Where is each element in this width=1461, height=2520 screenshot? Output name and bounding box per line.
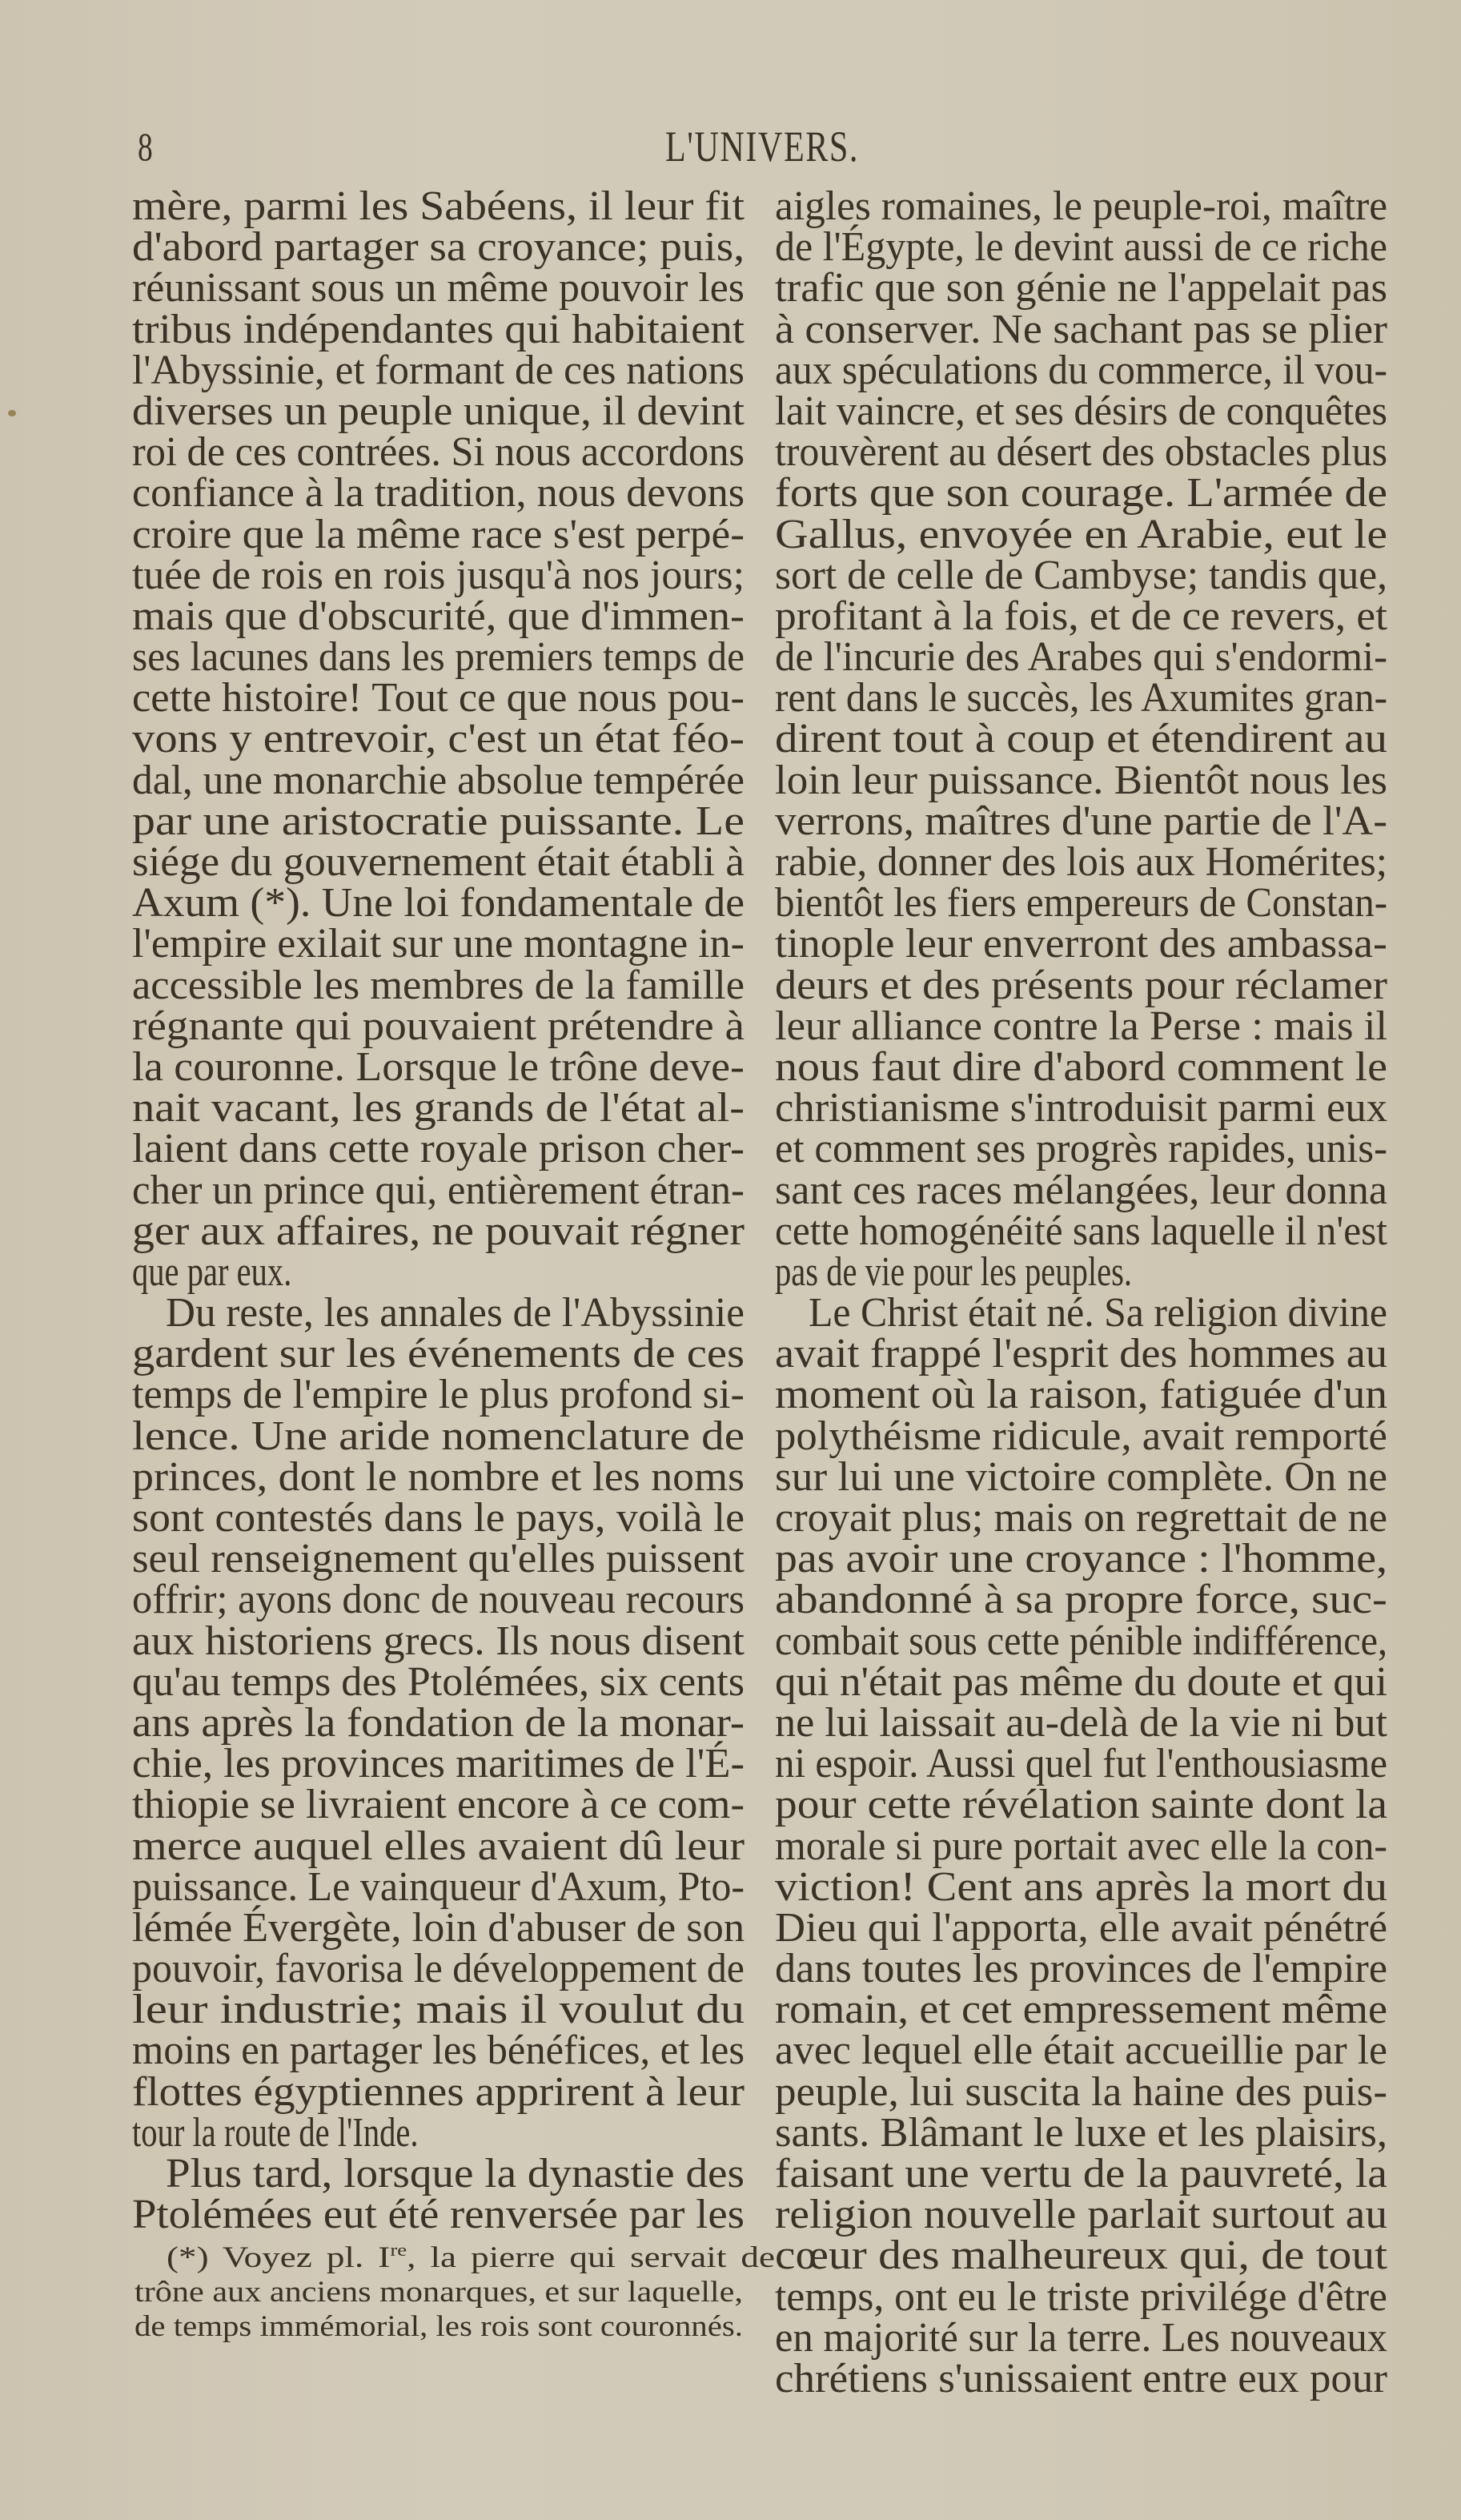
text-line: cœur des malheureux qui, de tout xyxy=(775,2233,1388,2279)
text-line: croire que la même race s'est perpé- xyxy=(132,511,745,557)
text-line: d'abord partager sa croyance; puis, xyxy=(132,224,745,271)
text-line: de l'Égypte, le devint aussi de ce riche xyxy=(775,224,1387,271)
text-line: moins en partager les bénéfices, et les xyxy=(132,2028,745,2074)
right-text-column xyxy=(775,183,1388,2401)
text-line: deurs et des présents pour réclamer xyxy=(775,962,1387,1008)
text-line: régnante qui pouvaient prétendre à xyxy=(132,1003,745,1049)
text-line: romain, et cet empressement même xyxy=(775,1987,1387,2033)
text-line: aux spéculations du commerce, il vou- xyxy=(775,347,1387,393)
text-line: lait vaincre, et ses désirs de conquêtes xyxy=(775,388,1388,434)
text-line: loin leur puissance. Bientôt nous les xyxy=(775,757,1387,803)
text-line: confiance à la tradition, nous devons xyxy=(132,470,745,516)
footnote-line: trône aux anciens monarques, et sur laquelle, xyxy=(134,2276,743,2309)
text-line: bientôt les fiers empereurs de Constan- xyxy=(775,880,1388,926)
text-line: Plus tard, lorsque la dynastie des xyxy=(165,2151,745,2196)
text-line: ans après la fondation de la monar- xyxy=(132,1699,745,1746)
text-line: Gallus, envoyée en Arabie, eut le xyxy=(775,511,1387,557)
text-line: tribus indépendantes qui habitaient xyxy=(132,306,745,352)
text-line: combait sous cette pénible indifférence, xyxy=(775,1618,1387,1664)
text-line: cher un prince qui, entièrement étran- xyxy=(132,1167,745,1213)
text-line: ne lui laissait au-delà de la vie ni but xyxy=(775,1699,1388,1746)
text-line: pas de vie pour les peuples. xyxy=(775,1248,1133,1295)
text-line: pouvoir, favorisa le développement de xyxy=(132,1946,745,1992)
text-line: aigles romaines, le peuple-roi, maître xyxy=(775,183,1388,229)
text-line: l'empire exilait sur une montagne in- xyxy=(132,921,745,967)
text-line: chie, les provinces maritimes de l'É- xyxy=(132,1741,745,1787)
text-line: temps de l'empire le plus profond si- xyxy=(132,1372,745,1418)
ink-blot xyxy=(8,410,16,416)
text-line: verrons, maîtres d'une partie de l'A- xyxy=(775,798,1388,844)
text-line: réunissant sous un même pouvoir les xyxy=(132,265,745,311)
text-line: Dieu qui l'apporta, elle avait pénétré xyxy=(775,1904,1388,1951)
text-line: viction! Cent ans après la mort du xyxy=(775,1863,1387,1910)
text-line: tuée de rois en rois jusqu'à nos jours; xyxy=(132,552,745,598)
text-line: qu'au temps des Ptolémées, six cents xyxy=(132,1658,745,1705)
text-line: l'Abyssinie, et formant de ces nations xyxy=(132,347,745,393)
text-line: avec lequel elle était accueillie par le xyxy=(775,2028,1387,2074)
text-line: Du reste, les annales de l'Abyssinie xyxy=(165,1290,745,1336)
text-line: lence. Une aride nomenclature de xyxy=(132,1413,745,1459)
text-line: morale si pure portait avec elle la con- xyxy=(775,1823,1387,1869)
text-line: leur alliance contre la Perse : mais il xyxy=(775,1003,1387,1049)
text-line: nait vacant, les grands de l'état al- xyxy=(132,1085,745,1131)
text-line: mère, parmi les Sabéens, il leur fit xyxy=(132,183,745,229)
text-line: sants. Blâmant le luxe et les plaisirs, xyxy=(775,2109,1387,2156)
text-line: par une aristocratie puissante. Le xyxy=(132,798,745,844)
text-line: de l'incurie des Arabes qui s'endormi- xyxy=(775,634,1388,681)
text-line: leur industrie; mais il voulut du xyxy=(132,1987,745,2033)
text-line: trafic que son génie ne l'appelait pas xyxy=(775,265,1387,311)
text-line: aux historiens grecs. Ils nous disent xyxy=(132,1618,745,1664)
page-header xyxy=(138,119,1387,175)
text-line: diverses un peuple unique, il devint xyxy=(132,388,745,434)
text-line: offrir; ayons donc de nouveau recours xyxy=(132,1577,745,1623)
text-line: Le Christ était né. Sa religion divine xyxy=(809,1290,1388,1336)
text-line: et comment ses progrès rapides, unis- xyxy=(775,1126,1388,1172)
text-line: thiopie se livraient encore à ce com- xyxy=(132,1782,745,1828)
text-line: sant ces races mélangées, leur donna xyxy=(775,1167,1387,1213)
text-line: sort de celle de Cambyse; tandis que, xyxy=(775,552,1387,598)
text-line: abandonné à sa propre force, suc- xyxy=(775,1577,1388,1623)
text-line: tour la route de l'Inde. xyxy=(132,2109,419,2156)
text-line: trouvèrent au désert des obstacles plus xyxy=(775,429,1388,476)
text-line: lémée Évergète, loin d'abuser de son xyxy=(132,1904,745,1951)
text-line: flottes égyptiennes apprirent à leur xyxy=(132,2068,745,2115)
text-line: faisant une vertu de la pauvreté, la xyxy=(775,2151,1387,2196)
text-line: cette homogénéité sans laquelle il n'est xyxy=(775,1208,1387,1254)
text-line: nous faut dire d'abord comment le xyxy=(775,1043,1388,1090)
text-line: ger aux affaires, ne pouvait régner xyxy=(132,1208,745,1254)
text-line: puissance. Le vainqueur d'Axum, Pto- xyxy=(132,1863,745,1910)
running-title: L'UNIVERS. xyxy=(665,123,859,171)
text-line: en majorité sur la terre. Les nouveaux xyxy=(775,2314,1388,2361)
text-line: avait frappé l'esprit des hommes au xyxy=(775,1331,1387,1377)
text-line: croyait plus; mais on regrettait de ne xyxy=(775,1495,1388,1541)
text-line: dirent tout à coup et étendirent au xyxy=(775,716,1387,762)
text-line: dans toutes les provinces de l'empire xyxy=(775,1946,1387,1992)
text-line: rabie, donner des lois aux Homérites; xyxy=(775,839,1388,885)
text-line: à conserver. Ne sachant pas se plier xyxy=(775,306,1387,352)
text-line: sont contestés dans le pays, voilà le xyxy=(132,1495,745,1541)
text-line: temps, ont eu le triste privilége d'être xyxy=(775,2273,1387,2320)
text-line: tinople leur enverront des ambassa- xyxy=(775,921,1387,967)
footnote-marker: (*) xyxy=(166,2241,209,2274)
text-line: siége du gouvernement était établi à xyxy=(132,839,745,885)
text-line: mais que d'obscurité, que d'immen- xyxy=(132,593,745,639)
text-line: moment où la raison, fatiguée d'un xyxy=(775,1372,1387,1418)
text-line: princes, dont le nombre et les noms xyxy=(132,1453,745,1500)
text-line: laient dans cette royale prison cher- xyxy=(132,1126,745,1172)
text-line: roi de ces contrées. Si nous accordons xyxy=(132,429,745,476)
text-line: pour cette révélation sainte dont la xyxy=(775,1782,1387,1828)
text-line: ses lacunes dans les premiers temps de xyxy=(132,634,745,681)
text-line: vons y entrevoir, c'est un état féo- xyxy=(132,716,745,762)
text-line: religion nouvelle parlait surtout au xyxy=(775,2192,1388,2238)
page-number: 8 xyxy=(138,124,153,169)
text-line: forts que son courage. L'armée de xyxy=(775,470,1387,516)
text-line: peuple, lui suscita la haine des puis- xyxy=(775,2068,1387,2115)
footnote-line xyxy=(134,2241,775,2275)
footnote-line: de temps immémorial, les rois sont couronnés. xyxy=(134,2310,743,2343)
text-line: chrétiens s'unissaient entre eux pour xyxy=(775,2355,1387,2401)
footnote-text: , la pierre qui servait de xyxy=(407,2241,776,2274)
text-line: polythéisme ridicule, avait remporté xyxy=(775,1413,1387,1459)
text-line: rent dans le succès, les Axumites gran- xyxy=(775,675,1388,721)
footnote-superscript: re xyxy=(390,2240,407,2260)
left-text-column xyxy=(132,183,745,2238)
text-line: que par eux. xyxy=(132,1248,292,1295)
text-line: pas avoir une croyance : l'homme, xyxy=(775,1536,1388,1582)
text-line: qui n'était pas même du doute et qui xyxy=(775,1658,1387,1705)
footnote-text: Voyez pl. I xyxy=(222,2241,391,2274)
text-line: gardent sur les événements de ces xyxy=(132,1331,745,1377)
text-line: Axum (*). Une loi fondamentale de xyxy=(132,880,745,926)
text-line: la couronne. Lorsque le trône deve- xyxy=(132,1043,745,1090)
text-line: ni espoir. Aussi quel fut l'enthousiasme xyxy=(775,1741,1387,1787)
text-line: sur lui une victoire complète. On ne xyxy=(775,1453,1388,1500)
text-line: cette histoire! Tout ce que nous pou- xyxy=(132,675,745,721)
text-line: merce auquel elles avaient dû leur xyxy=(132,1823,745,1869)
text-line: profitant à la fois, et de ce revers, et xyxy=(775,593,1387,639)
text-line: christianisme s'introduisit parmi eux xyxy=(775,1085,1388,1131)
text-line: accessible les membres de la famille xyxy=(132,962,745,1008)
text-line: Ptolémées eut été renversée par les xyxy=(132,2192,745,2238)
text-line: dal, une monarchie absolue tempérée xyxy=(132,757,745,803)
footnote xyxy=(134,2240,776,2344)
text-line: seul renseignement qu'elles puissent xyxy=(132,1536,745,1582)
